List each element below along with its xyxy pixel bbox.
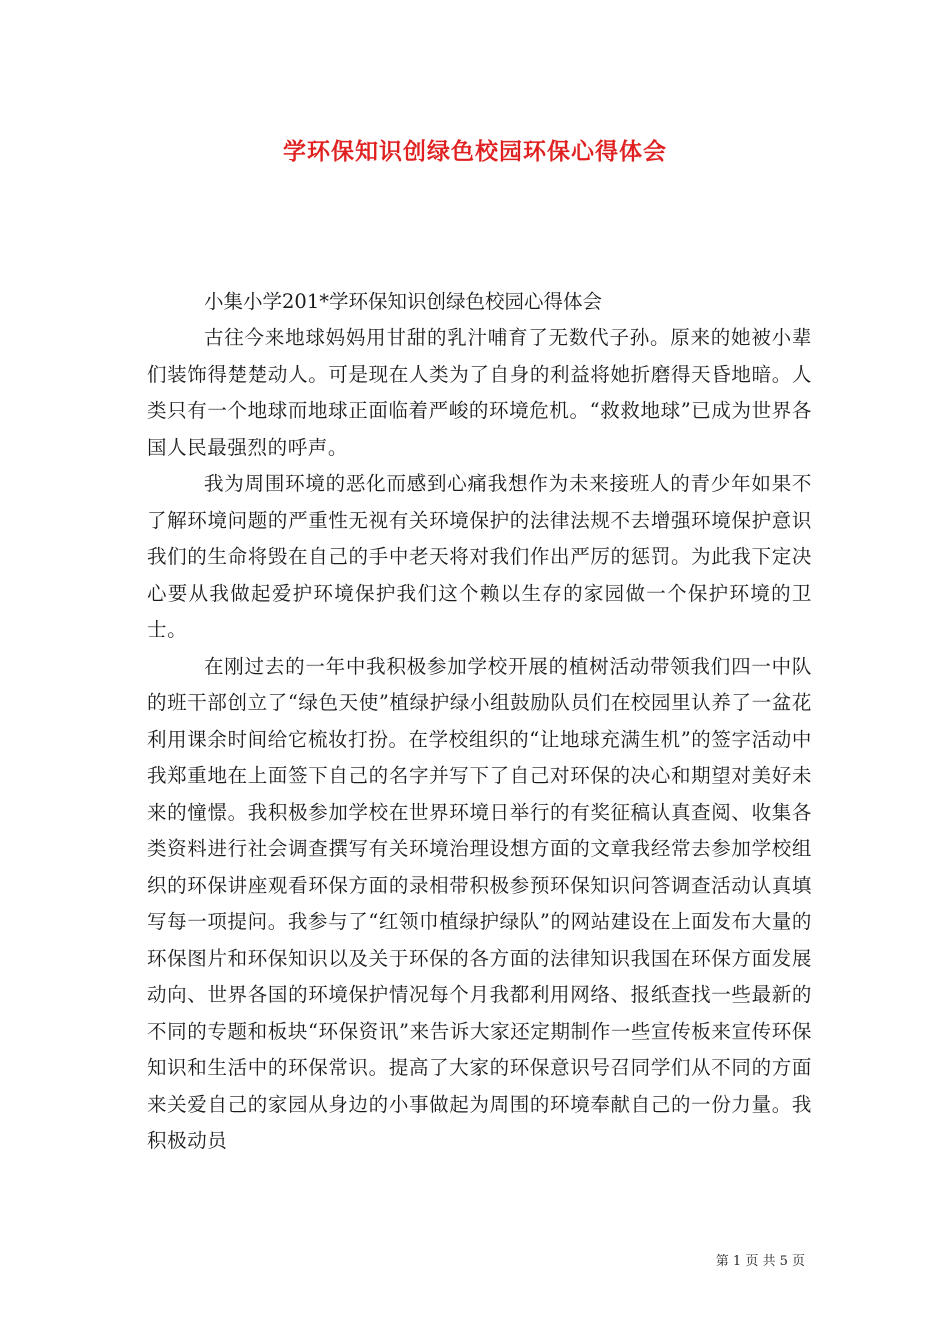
document-title: 学环保知识创绿色校园环保心得体会 [283, 138, 667, 165]
paragraph-3: 在刚过去的一年中我积极参加学校开展的植树活动带领我们四一中队的班干部创立了“绿色天使”植绿护绿小组鼓励队员们在校园里认养了一盆花利用课余时间给它梳妆打扮。在学校组织的“让地球充满生机”的签字活动中我郑重地在上面签下自己的名字并写下了自己对环保的决心和期望对美好未来的憧憬。我积极参加学校在世界环境日举行的有奖征稿认真查阅、收集各类资料进行社会调查撰写有关环境治理设想方面的文章我经常去参加学校组织的环保讲座观看环保方面的录相带积极参预环保知识问答调查活动认真填写每一项提问。我参与了“红领巾植绿护绿队”的网站建设在上面发布大量的环保图片和环保知识以及关于环保的各方面的法律知识我国在环保方面发展动向、世界各国的环境保护情况每个月我都利用网络、报纸查找一些最新的不同的专题和板块“环保资讯”来告诉大家还定期制作一些宣传板来宣传环保知识和生活中的环保常识。提高了大家的环保意识号召同学们从不同的方面来关爱自己的家园从身边的小事做起为周围的环境奉献自己的一份力量。我积极动员 [147, 654, 812, 1152]
document-body [147, 284, 812, 1160]
paragraph-2: 我为周围环境的恶化而感到心痛我想作为未来接班人的青少年如果不了解环境问题的严重性无视有关环境保护的法律法规不去增强环境保护意识我们的生命将毁在自己的手中老天将对我们作出严厉的惩罚。为此我下定决心要从我做起爱护环境保护我们这个赖以生存的家园做一个保护环境的卫士。 [147, 472, 812, 641]
document-subtitle: 小集小学201*学环保知识创绿色校园心得体会 [204, 290, 602, 313]
page-number: 第 1 页 共 5 页 [715, 1254, 805, 1269]
paragraph-1: 古往今来地球妈妈用甘甜的乳汁哺育了无数代子孙。原来的她被小辈们装饰得楚楚动人。可是现在人类为了自身的利益将她折磨得天昏地暗。人类只有一个地球而地球正面临着严峻的环境危机。“救救地球”已成为世界各国人民最强烈的呼声。 [147, 326, 812, 459]
